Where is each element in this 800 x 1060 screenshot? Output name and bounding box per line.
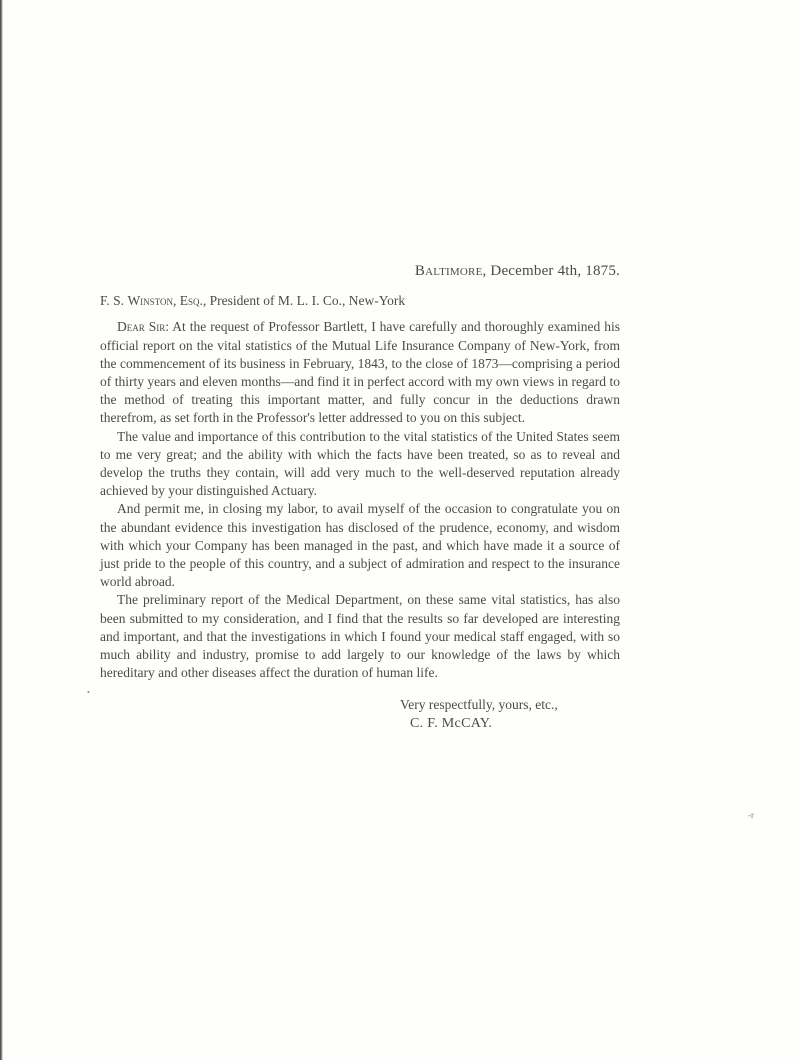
complimentary-close: Very respectfully, yours, etc., <box>400 697 558 713</box>
dateline-date: December 4th, 1875. <box>490 263 620 279</box>
page-binding-edge <box>0 0 3 1060</box>
addressee-name: Winston, Esq., <box>127 293 207 309</box>
addressee <box>100 292 620 310</box>
signature: C. F. McCAY. <box>410 715 493 731</box>
addressee-initials: F. S. <box>100 293 125 309</box>
paragraph-1-text: At the request of Professor Bartlett, I have carefully and thoroughly examined his official report on the vital statistics of the Mutual Life Insurance Company of New-York, from the commencement of its business in February, 1843, to the close of 1873—comprising a period of thirty years and eleven months—and find it in perfect accord with my own views in regard to the method of treating this important matter, and fully concur in the deductions drawn therefrom, as set forth in the Professor's letter addressed to you on this subject. <box>100 319 621 426</box>
paragraph-1 <box>100 318 620 427</box>
paragraph-2: The value and importance of this contribution to the vital statistics of the United States seem to me very great; and the ability with which the facts have been treated, so as to reveal and develop the truths they contain, will add very much to the well-deserved reputation already achieved by your distinguished Actuary. <box>100 428 620 499</box>
salutation: Dear Sir: <box>117 319 169 335</box>
margin-dot-mark: • <box>87 688 90 697</box>
letter-body <box>100 262 620 733</box>
paragraph-3: And permit me, in closing my labor, to avail myself of the occasion to congratulate you on the abundant evidence this investigation has disclosed of the prudence, economy, and wisdom with which your Company has been managed in the past, and which have made it a source of just pride to the people of this country, and a subject of admiration and respect to the insurance world abroad. <box>100 501 620 590</box>
dateline-place: Baltimore, <box>414 263 487 279</box>
closing-block <box>100 696 620 732</box>
margin-pencil-mark: -r <box>748 810 754 820</box>
addressee-title: President of M. L. I. Co., New-York <box>209 293 406 309</box>
dateline <box>100 262 620 280</box>
paragraph-4: The preliminary report of the Medical Department, on these same vital statistics, has also been submitted to my consideration, and I find that the results so far developed are interesting and important, and that the investigations in which I found your medical staff engaged, with so much ability and industry, promise to add largely to our knowledge of the laws by which hereditary and other diseases affect the duration of human life. <box>100 592 620 681</box>
